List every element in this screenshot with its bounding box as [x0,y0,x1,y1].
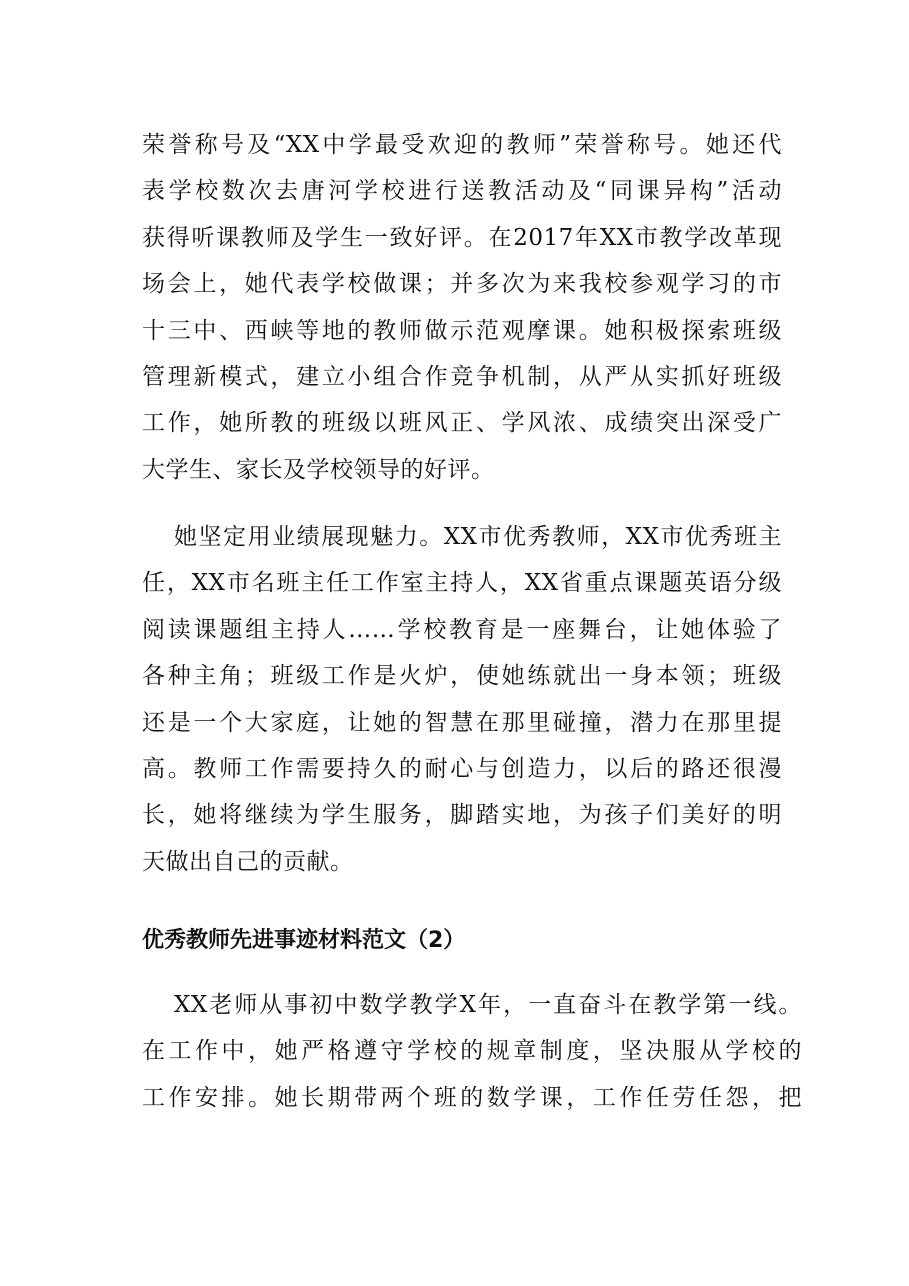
text-line: XX老师从事初中数学教学X年，一直奋斗在教学第一线。 [174,992,802,1018]
text-line: 在工作中，她严格遵守学校的规章制度，坚决服从学校的 [142,1038,802,1065]
text-line: 她坚定用业绩展现魅力。XX市优秀教师，XX市优秀班主 [174,524,782,550]
text-line: 工作安排。她长期带两个班的数学课，工作任劳任怨，把 [142,1084,802,1111]
paragraph-section-2 [142,982,802,1121]
text-line: 阅读课题组主持人……学校教育是一座舞台，让她体验了 [142,616,782,643]
paragraph-achievements [142,514,782,885]
text-line: 还是一个大家庭，让她的智慧在那里碰撞，潜力在那里提 [142,709,782,736]
text-line: 大学生、家长及学校领导的好评。 [142,456,495,483]
text-line: 荣誉称号及“XX中学最受欢迎的教师”荣誉称号。她还代 [142,132,782,158]
text-line: 表学校数次去唐河学校进行送教活动及“同课异构”活动 [142,178,782,205]
paragraph-honors [142,122,782,493]
text-line: 任，XX市名班主任工作室主持人，XX省重点课题英语分级 [142,570,782,597]
text-line: 十三中、西峡等地的教师做示范观摩课。她积极探索班级 [142,317,782,344]
text-line: 高。教师工作需要持久的耐心与创造力，以后的路还很漫 [142,755,782,782]
text-line: 获得听课教师及学生一致好评。在2017年XX市教学改革现 [142,224,782,251]
text-line: 天做出自己的贡献。 [142,848,354,875]
text-line: 工作，她所教的班级以班风正、学风浓、成绩突出深受广 [142,410,782,437]
text-line: 长，她将继续为学生服务，脚踏实地，为孩子们美好的明 [142,802,782,829]
text-line: 场会上，她代表学校做课；并多次为来我校参观学习的市 [142,271,782,298]
text-line: 管理新模式，建立小组合作竞争机制，从严从实抓好班级 [142,363,782,390]
text-line: 各种主角；班级工作是火炉，使她练就出一身本领；班级 [142,663,782,690]
section-heading: 优秀教师先进事迹材料范文（2） [142,928,466,953]
